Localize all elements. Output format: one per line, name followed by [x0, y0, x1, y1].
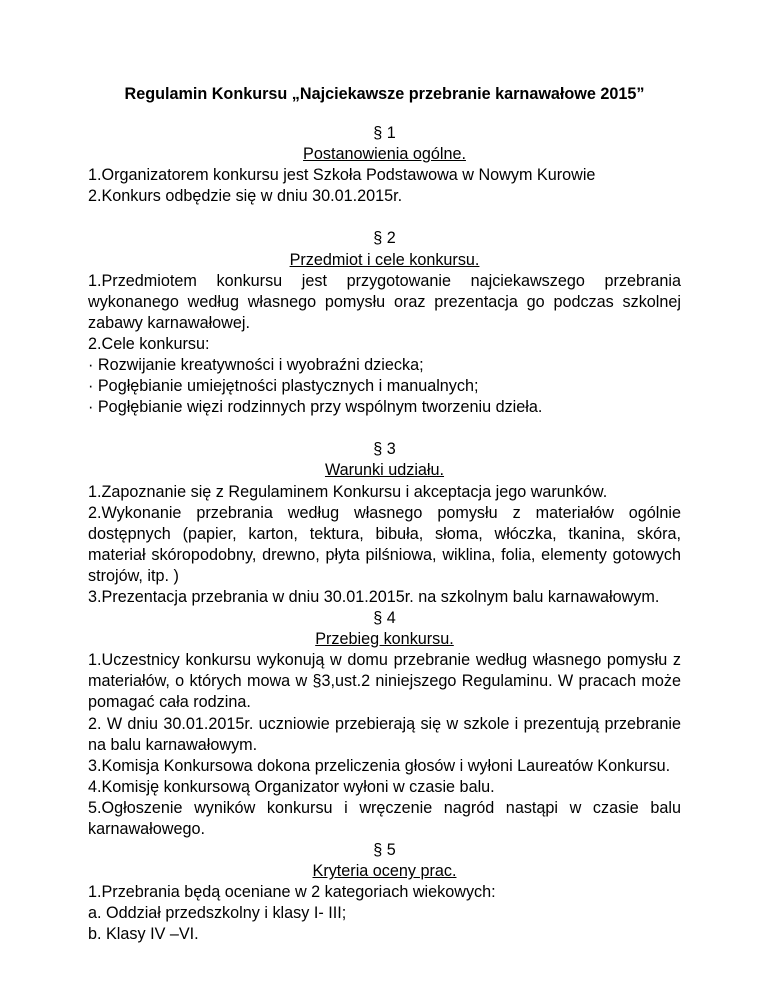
paragraph: 3.Prezentacja przebrania w dniu 30.01.2015r. na szkolnym balu karnawałowym.	[88, 587, 660, 606]
paragraph: 4.Komisję konkursową Organizator wyłoni w czasie balu.	[88, 777, 495, 796]
section-number: § 2	[373, 229, 396, 248]
spacer	[88, 418, 681, 439]
bullet-item: · Rozwijanie kreatywności i wyobraźni dziecka;	[88, 356, 424, 375]
paragraph: 1.Uczestnicy konkursu wykonują w domu przebranie według własnego pomysłu z materiałów, o których mowa w §3,ust.2 niniejszego Regulaminu. W pracach może pomagać cała rodzina.	[88, 651, 681, 712]
section-number: § 3	[373, 440, 396, 459]
section-number: § 5	[373, 841, 396, 860]
section-1	[88, 123, 681, 207]
section-heading: Przedmiot i cele konkursu.	[289, 250, 480, 269]
paragraph: 2.Konkurs odbędzie się w dniu 30.01.2015r.	[88, 187, 403, 206]
paragraph: b. Klasy IV –VI.	[88, 925, 199, 944]
paragraph: 2.Wykonanie przebrania według własnego pomysłu z materiałów ogólnie dostępnych (papier, karton, tektura, bibuła, słoma, włóczka, tkanina, skóra, materiał skóropodobny, drewno, płyta pilśniowa, wiklina, folia, elementy gotowych strojów, itp. )	[88, 503, 681, 585]
section-5	[88, 840, 681, 945]
bullet-item: · Pogłębianie więzi rodzinnych przy wspólnym tworzeniu dzieła.	[88, 398, 543, 417]
paragraph: 1.Organizatorem konkursu jest Szkoła Podstawowa w Nowym Kurowie	[88, 166, 596, 185]
section-heading: Postanowienia ogólne.	[303, 145, 466, 164]
section-heading: Przebieg konkursu.	[315, 630, 454, 649]
spacer	[88, 105, 681, 123]
section-4	[88, 608, 681, 840]
spacer	[88, 207, 681, 228]
section-heading: Kryteria oceny prac.	[312, 862, 457, 881]
bullet-item: · Pogłębianie umiejętności plastycznych i manualnych;	[88, 377, 479, 396]
paragraph: 5.Ogłoszenie wyników konkursu i wręczenie nagród nastąpi w czasie balu karnawałowego.	[88, 798, 681, 838]
section-heading: Warunki udziału.	[324, 461, 445, 480]
section-2	[88, 228, 681, 418]
paragraph: 2. W dniu 30.01.2015r. uczniowie przebierają się w szkole i prezentują przebranie na balu karnawałowym.	[88, 714, 681, 754]
paragraph: 1.Przedmiotem konkursu jest przygotowanie najciekawszego przebrania wykonanego według własnego pomysłu oraz prezentacja go podczas szkolnej zabawy karnawałowej.	[88, 271, 681, 332]
paragraph: 1.Przebrania będą oceniane w 2 kategoriach wiekowych:	[88, 883, 496, 902]
document-page	[88, 84, 681, 946]
section-3	[88, 439, 681, 608]
paragraph: 1.Zapoznanie się z Regulaminem Konkursu i akceptacja jego warunków.	[88, 482, 608, 501]
section-number: § 4	[373, 609, 396, 628]
section-number: § 1	[373, 124, 396, 143]
document-title: Regulamin Konkursu „Najciekawsze przebranie karnawałowe 2015”	[124, 85, 645, 103]
paragraph: 3.Komisja Konkursowa dokona przeliczenia głosów i wyłoni Laureatów Konkursu.	[88, 756, 671, 775]
paragraph: a. Oddział przedszkolny i klasy I- III;	[88, 904, 347, 923]
paragraph: 2.Cele konkursu:	[88, 334, 210, 353]
